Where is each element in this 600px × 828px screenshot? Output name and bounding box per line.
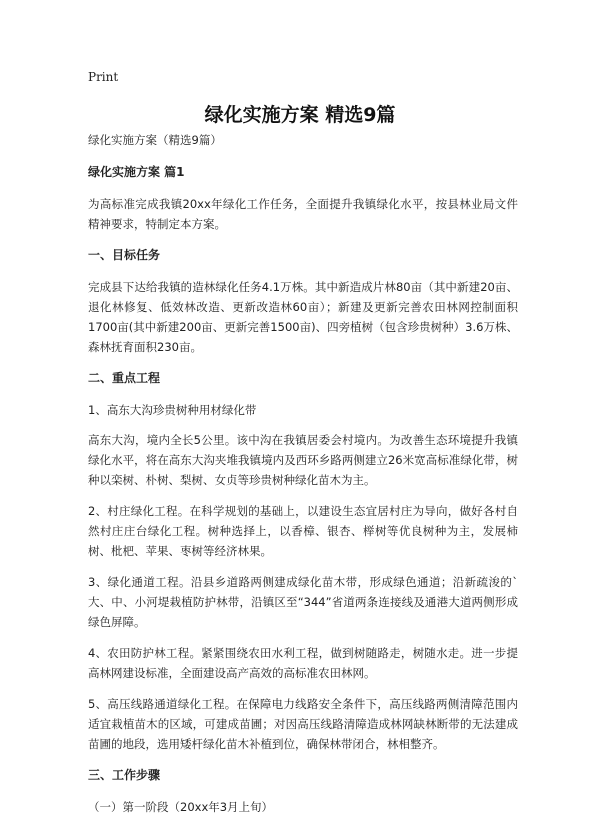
key-project-5: 5、高压线路通道绿化工程。在保障电力线路安全条件下，高压线路两侧清障范围内适宜栽植苗木的区域，可建成苗圃；对因高压线路清障造成林网缺林断带的无法建成苗圃的地段，选用矮杆绿化苗木补植到位，确保林带闭合，林相整齐。 (88, 697, 518, 751)
section-heading-key-projects: 二、重点工程 (88, 371, 161, 385)
key-project-3: 3、绿化通道工程。沿县乡道路两侧建成绿化苗木带，形成绿色通道；沿新疏浚的`大、中、小河堤栽植防护林带，沿镇区至“344”省道两条连接线及通港大道两侧形成绿色屏障。 (88, 575, 518, 629)
page-title: 绿化实施方案 精选9篇 (204, 104, 396, 126)
section-heading-work-steps: 三、工作步骤 (88, 768, 161, 782)
key-project-2: 2、村庄绿化工程。在科学规划的基础上，以建设生态宜居村庄为导向，做好各村自然村庄庄台绿化工程。树种选择上，以香樟、银杏、榉树等优良树种为主，发展柿树、枇杷、苹果、枣树等经济林果。 (88, 504, 518, 558)
document-subtitle: 绿化实施方案（精选9篇） (88, 133, 222, 147)
goals-paragraph: 完成县下达给我镇的造林绿化任务4.1万株。其中新造成片林80亩（其中新建20亩、退化林修复、低效林改造、更新改造林60亩）；新建及更新完善农田林网控制面积1700亩(其中新建200亩、更新完善1500亩)、四旁植树（包含珍贵树种）3.6万株、森林抚育面积230亩。 (88, 280, 518, 354)
key-project-1-title: 1、高东大沟珍贵树种用材绿化带 (88, 403, 257, 417)
document-body (88, 130, 518, 828)
key-project-1-text: 高东大沟，境内全长5公里。该中沟在我镇居委会村境内。为改善生态环境提升我镇绿化水平，将在高东大沟夹堆我镇境内及西环乡路两侧建立26米宽高标准绿化带，树种以栾树、朴树、梨树、女贞等珍贵树种绿化苗木为主。 (88, 433, 518, 487)
print-link[interactable]: Print (88, 70, 119, 84)
article-heading: 绿化实施方案 篇1 (88, 165, 185, 179)
intro-paragraph: 为高标准完成我镇20xx年绿化工作任务，全面提升我镇绿化水平，按县林业局文件精神要求，特制定本方案。 (88, 197, 518, 231)
work-step-1: （一）第一阶段（20xx年3月上旬） (88, 800, 274, 814)
key-project-4: 4、农田防护林工程。紧紧围绕农田水利工程，做到树随路走，树随水走。进一步提高林网建设标准，全面建设高产高效的高标准农田林网。 (88, 646, 518, 680)
section-heading-goals: 一、目标任务 (88, 248, 161, 262)
